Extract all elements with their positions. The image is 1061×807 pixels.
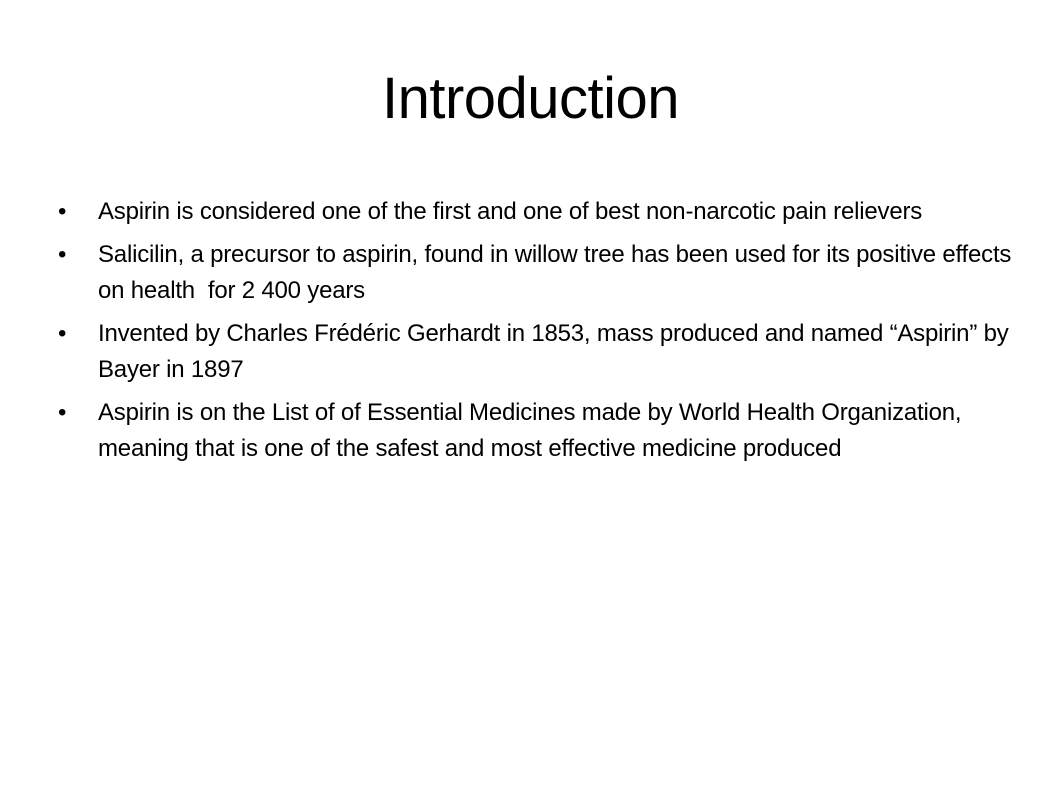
bullet-icon: •: [58, 320, 67, 347]
bullet-icon: •: [58, 198, 67, 225]
slide-title: Introduction: [381, 66, 680, 131]
bullet-item: [58, 316, 1018, 388]
bullet-icon: •: [58, 399, 67, 426]
bullet-text: Invented by Charles Frédéric Gerhardt in 1853, mass produced and named “Aspirin” by Bayer in 1897: [98, 320, 1016, 383]
bullet-text: Salicilin, a precursor to aspirin, found in willow tree has been used for its positive effects on health for 2 400 years: [98, 241, 1018, 304]
bullet-text: Aspirin is considered one of the first and one of best non-narcotic pain relievers: [98, 198, 923, 225]
bullet-item: [58, 194, 1018, 230]
bullet-list: [58, 194, 1018, 474]
bullet-text: Aspirin is on the List of of Essential Medicines made by World Health Organization, meaning that is one of the safest and most effective medicine produced: [98, 399, 968, 462]
bullet-item: [58, 237, 1018, 309]
bullet-item: [58, 395, 1018, 467]
bullet-icon: •: [58, 241, 67, 268]
